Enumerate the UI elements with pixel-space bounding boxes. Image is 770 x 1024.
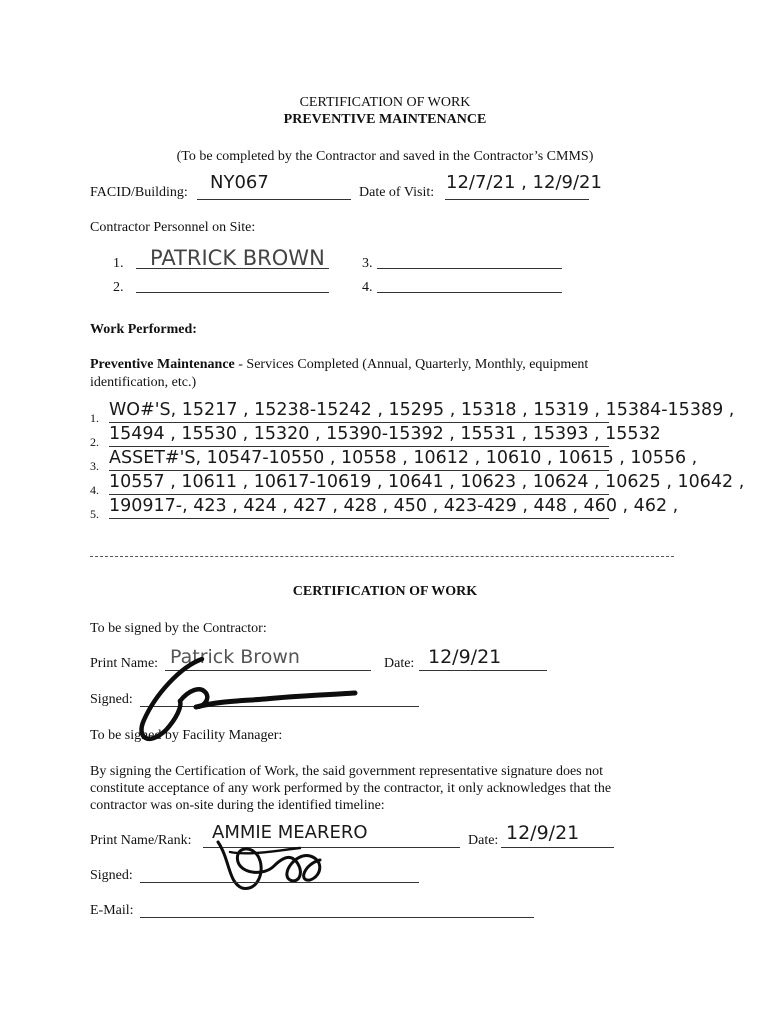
personnel-line-4[interactable] [377,292,562,293]
form-instruction: (To be completed by the Contractor and saved in the Contractor’s CMMS) [176,149,594,164]
personnel-num-3: 3. [362,256,373,271]
contractor-sign-label: To be signed by the Contractor: [90,621,267,636]
work-rule-3 [109,470,609,471]
contractor-date-line [419,670,547,671]
manager-date-line [501,847,614,848]
personnel-line-3[interactable] [377,268,562,269]
work-heading: Work Performed: [90,322,197,337]
work-num-1: 1. [90,411,99,425]
manager-signature-mark [200,830,350,900]
visit-date-label: Date of Visit: [359,185,435,200]
email-line[interactable] [140,917,534,918]
manager-sign-label: To be signed by Facility Manager: [90,728,283,743]
pm-bold: Preventive Maintenance [90,357,235,372]
disclaimer-line-3: contractor was on-site during the identified timeline: [90,798,385,813]
pm-description-line2: identification, etc.) [90,375,197,390]
personnel-num-4: 4. [362,280,373,295]
manager-date-value[interactable]: 12/9/21 [506,822,580,844]
print-name-value[interactable]: Patrick Brown [170,646,300,668]
email-label: E-Mail: [90,903,134,918]
section-divider [90,556,674,557]
work-rule-4 [109,494,609,495]
work-num-5: 5. [90,507,99,521]
certification-heading: CERTIFICATION OF WORK [292,584,478,599]
work-line-2[interactable]: 15494 , 15530 , 15320 , 15390-15392 , 15531 , 15393 , 15532 [109,424,661,444]
personnel-label: Contractor Personnel on Site: [90,220,256,235]
form-title: CERTIFICATION OF WORK [299,95,471,110]
visit-date-line [445,199,589,200]
pm-rest: - Services Completed (Annual, Quarterly, Monthly, equipment [234,357,589,372]
work-num-2: 2. [90,435,99,449]
facid-line [197,199,351,200]
disclaimer-line-1: By signing the Certification of Work, the said government representative signature does not [90,764,603,779]
work-rule-1 [109,422,609,423]
pm-description [90,357,588,373]
work-line-3[interactable]: ASSET#'S, 10547-10550 , 10558 , 10612 , 10610 , 10615 , 10556 , [109,448,698,468]
personnel-value-1[interactable]: PATRICK BROWN [150,246,325,270]
work-rule-5 [109,518,609,519]
contractor-date-value[interactable]: 12/9/21 [428,646,502,668]
contractor-date-label: Date: [384,656,415,671]
print-name-label: Print Name: [90,656,159,671]
rank-value[interactable]: AMMIE MEARERO [212,822,368,843]
manager-signed-line[interactable] [140,882,419,883]
form-subtitle: PREVENTIVE MAINTENANCE [283,112,487,127]
rank-label: Print Name/Rank: [90,833,192,848]
visit-date-value[interactable]: 12/7/21 , 12/9/21 [446,172,602,193]
personnel-num-2: 2. [113,280,124,295]
work-num-3: 3. [90,459,99,473]
disclaimer-line-2: constitute acceptance of any work performed by the contractor, it only acknowledges that the [90,781,612,796]
personnel-line-2[interactable] [136,292,329,293]
personnel-num-1: 1. [113,256,124,271]
work-line-4[interactable]: 10557 , 10611 , 10617-10619 , 10641 , 10623 , 10624 , 10625 , 10642 , [109,472,745,492]
work-num-4: 4. [90,483,99,497]
manager-signed-label: Signed: [90,868,133,883]
work-line-5[interactable]: 190917-, 423 , 424 , 427 , 428 , 450 , 423-429 , 448 , 460 , 462 , [109,496,679,516]
facid-label: FACID/Building: [90,185,188,200]
facid-value[interactable]: NY067 [210,172,269,193]
contractor-signed-label: Signed: [90,692,133,707]
manager-date-label: Date: [468,833,499,848]
work-rule-2 [109,446,609,447]
work-line-1[interactable]: WO#'S, 15217 , 15238-15242 , 15295 , 15318 , 15319 , 15384-15389 , [109,400,735,420]
